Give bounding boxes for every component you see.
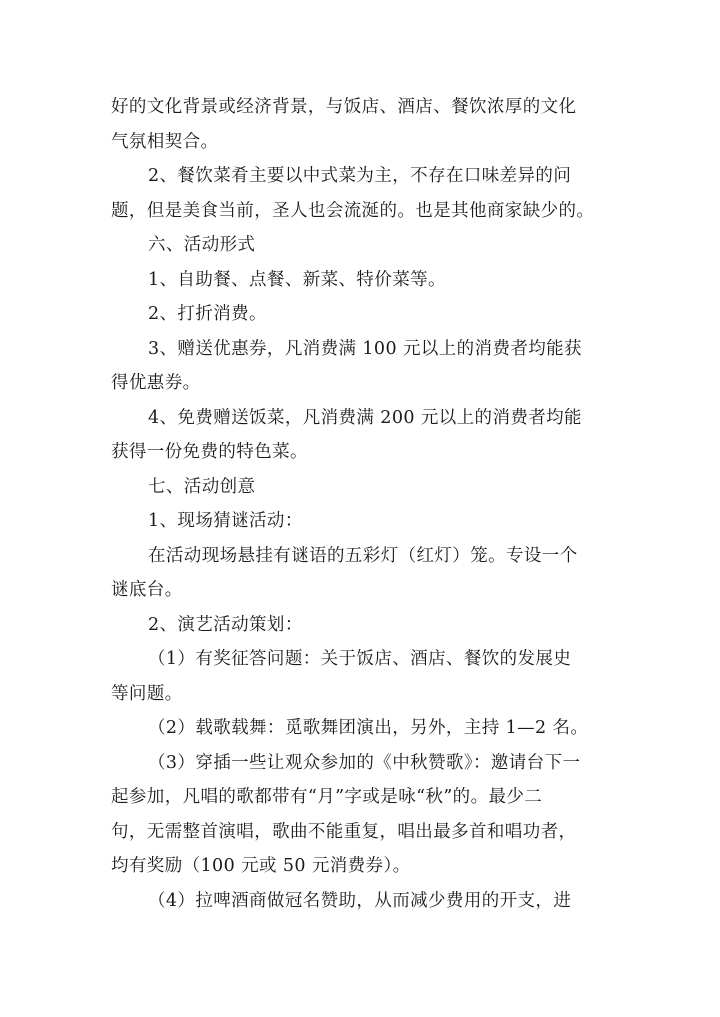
text-line: 在活动现场悬挂有谜语的五彩灯（红灯）笼。专设一个 xyxy=(148,545,578,566)
list-item-riddle-activity xyxy=(111,504,611,539)
heading-activity-creativity xyxy=(111,470,611,505)
text-line: 1、自助餐、点餐、新菜、特价菜等。 xyxy=(148,269,446,290)
list-item-free-dish xyxy=(111,401,611,470)
text-line: 等问题。 xyxy=(111,683,183,704)
list-item-discount xyxy=(111,297,611,332)
text-line: 3、赠送优惠券，凡消费满 100 元以上的消费者均能获 xyxy=(148,338,582,359)
text-line: 气氛相契合。 xyxy=(111,131,219,152)
text-line: 4、免费赠送饭菜，凡消费满 200 元以上的消费者均能 xyxy=(148,407,582,428)
paragraph-chinese-cuisine xyxy=(111,159,611,228)
sub-item-sponsorship xyxy=(111,884,611,919)
text-line: 起参加，凡唱的歌都带有“月”字或是咏“秋”的。最少二 xyxy=(111,787,543,807)
paragraph-lantern-riddles xyxy=(111,539,611,608)
sub-item-audience-song xyxy=(111,746,611,884)
text-line: （4）拉啤酒商做冠名赞助，从而减少费用的开支，进 xyxy=(148,890,572,911)
paragraph-cultural-background xyxy=(111,90,611,159)
text-line: 2、餐饮菜肴主要以中式菜为主，不存在口味差异的问 xyxy=(148,166,572,186)
section-heading: 七、活动创意 xyxy=(148,476,256,497)
heading-activity-forms xyxy=(111,228,611,263)
text-line: 句，无需整首演唱，歌曲不能重复，唱出最多首和唱功者， xyxy=(111,821,577,842)
text-line: 谜底台。 xyxy=(111,580,183,600)
text-line: 获得一份免费的特色菜。 xyxy=(111,442,308,462)
text-line: 题，但是美食当前，圣人也会流涎的。也是其他商家缺少的。 xyxy=(111,200,595,221)
text-line: 2、打折消费。 xyxy=(148,304,267,324)
section-heading: 六、活动形式 xyxy=(148,235,256,255)
list-item-performance-planning xyxy=(111,608,611,643)
text-line: （3）穿插一些让观众参加的《中秋赞歌》：邀请台下一 xyxy=(148,752,581,773)
text-line: 均有奖励（100 元或 50 元消费券）。 xyxy=(111,856,411,876)
text-line: 得优惠券。 xyxy=(111,373,201,393)
sub-item-song-dance xyxy=(111,711,611,746)
sub-item-quiz xyxy=(111,642,611,711)
text-line: 2、演艺活动策划： xyxy=(148,614,303,635)
document-body xyxy=(111,90,611,918)
text-line: 好的文化背景或经济背景，与饭店、酒店、餐饮浓厚的文化 xyxy=(111,97,577,117)
list-item-coupon xyxy=(111,332,611,401)
list-item-buffet xyxy=(111,263,611,298)
text-line: （1）有奖征答问题：关于饭店、酒店、餐饮的发展史 xyxy=(148,649,572,669)
text-line: （2）载歌载舞：觅歌舞团演出，另外，主持 1—2 名。 xyxy=(148,718,589,738)
text-line: 1、现场猜谜活动： xyxy=(148,511,303,531)
